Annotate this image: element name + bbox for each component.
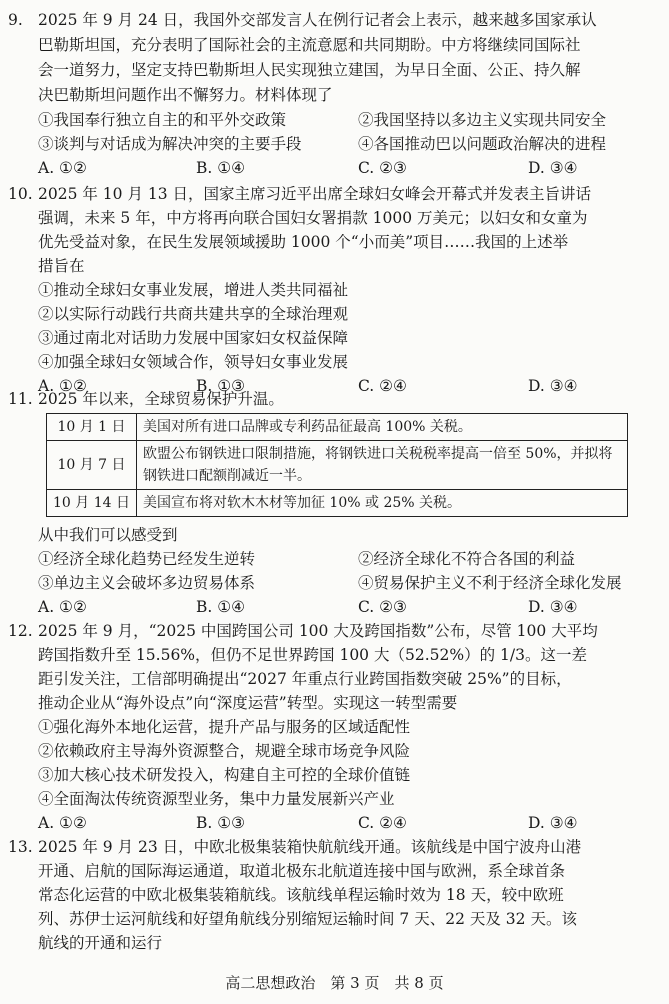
stem-line: 2025 年 9 月 24 日，我国外交部发言人在例行记者会上表示，越来越多国家承认: [38, 11, 597, 29]
stem-line: 会一道努力，坚定支持巴勒斯坦人民实现独立建国，为早日全面、公正、持久解: [38, 61, 581, 79]
stem-line: 常态化运营的中欧北极集装箱航线。该航线单程运输时效为 18 天，较中欧班: [38, 886, 564, 904]
question-number: 11.: [8, 390, 33, 408]
option-b[interactable]: B. ①④: [196, 598, 246, 616]
option-c[interactable]: C. ②③: [358, 598, 407, 616]
date-cell: 10 月 7 日: [47, 441, 137, 490]
stem-line: 2025 年 10 月 13 日，国家主席习近平出席全球妇女峰会开幕式并发表主旨讲话: [38, 185, 592, 203]
option-c[interactable]: C. ②④: [358, 814, 407, 832]
statement-4: ④各国推动巴以问题政治解决的进程: [358, 135, 607, 153]
date-cell: 10 月 14 日: [47, 490, 137, 517]
table-row: [47, 441, 628, 490]
stem-line: 巴勒斯坦国，充分表明了国际社会的主流意愿和共同期盼。中方将继续同国际社: [38, 36, 581, 54]
statement-3: ③单边主义会破坏多边贸易体系: [38, 574, 256, 592]
stem-line: 推动企业从“海外设点”向“深度运营”转型。实现这一转型需要: [38, 694, 458, 712]
statement-3: ③通过南北对话助力发展中国家妇女权益保障: [38, 329, 349, 347]
statement-2: ②依赖政府主导海外资源整合，规避全球市场竞争风险: [38, 742, 411, 760]
stem-line: 跨国指数升至 15.56%，但仍不足世界跨国 100 大（52.52%）的 1/3。这一差: [38, 646, 587, 664]
option-b[interactable]: B. ①④: [196, 159, 246, 177]
statement-row: [38, 549, 658, 569]
statement-row: [38, 134, 658, 154]
answer-options: [38, 597, 658, 617]
option-c[interactable]: C. ②③: [358, 159, 407, 177]
question-number: 10.: [8, 185, 33, 203]
stem-line: 2025 年 9 月，“2025 中国跨国公司 100 大及跨国指数”公布，尽管 100 大平均: [38, 622, 598, 640]
answer-options: [38, 813, 658, 833]
statement-4: ④全面淘汰传统资源型业务，集中力量发展新兴产业: [38, 790, 395, 808]
statement-2: ②我国坚持以多边主义实现共同安全: [358, 111, 607, 129]
date-cell: 10 月 1 日: [47, 414, 137, 441]
statement-4: ④加强全球妇女领域合作，领导妇女事业发展: [38, 353, 349, 371]
statement-1: ①推动全球妇女事业发展，增进人类共同福祉: [38, 281, 349, 299]
option-a[interactable]: A. ①②: [38, 377, 87, 395]
stem-line: 2025 年以来，全球贸易保护升温。: [38, 390, 284, 408]
statement-2: ②经济全球化不符合各国的利益: [358, 550, 576, 568]
stem-line: 列、苏伊士运河航线和好望角航线分别缩短运输时间 7 天、22 天及 32 天。该: [38, 910, 577, 928]
statement-4: ④贸易保护主义不利于经济全球化发展: [358, 574, 622, 592]
stem-line: 距引发关注，工信部明确提出“2027 年重点行业跨国指数突破 25%”的目标，: [38, 670, 572, 688]
question-number: 9.: [8, 11, 23, 29]
stem-line: 航线的开通和运行: [38, 934, 163, 952]
table-row: [47, 490, 628, 517]
option-d[interactable]: D. ③④: [528, 598, 578, 616]
option-d[interactable]: D. ③④: [528, 159, 578, 177]
measure-cell: 美国对所有进口品牌或专利药品征最高 100% 关税。: [136, 414, 627, 441]
option-b[interactable]: B. ①③: [196, 814, 246, 832]
option-d[interactable]: D. ③④: [528, 814, 578, 832]
table-row: [47, 414, 628, 441]
stem-line: 从中我们可以感受到: [38, 526, 178, 544]
question-number: 13.: [8, 838, 33, 856]
stem-line: 2025 年 9 月 23 日，中欧北极集装箱快航航线开通。该航线是中国宁波舟山港: [38, 838, 582, 856]
option-a[interactable]: A. ①②: [38, 814, 87, 832]
option-a[interactable]: A. ①②: [38, 159, 87, 177]
option-d[interactable]: D. ③④: [528, 377, 578, 395]
statement-1: ①经济全球化趋势已经发生逆转: [38, 550, 256, 568]
statement-3: ③加大核心技术研发投入，构建自主可控的全球价值链: [38, 766, 411, 784]
page-footer: 高二思想政治 第 3 页 共 8 页: [225, 974, 444, 992]
question-number: 12.: [8, 622, 33, 640]
measure-cell: 美国宣布将对软木木材等加征 10% 或 25% 关税。: [136, 490, 627, 517]
statement-row: [38, 573, 658, 593]
option-b[interactable]: B. ①③: [196, 377, 246, 395]
statement-row: [38, 110, 658, 130]
trade-measures-table: [46, 413, 628, 517]
measure-cell: 欧盟公布钢铁进口限制措施，将钢铁进口关税税率提高一倍至 50%，并拟将钢铁进口配额削减近一半。: [136, 441, 627, 490]
stem-line: 措旨在: [38, 257, 85, 275]
stem-line: 强调，未来 5 年，中方将再向联合国妇女署捐款 1000 万美元；以妇女和女童为: [38, 209, 588, 227]
stem-line: 开通、启航的国际海运通道，取道北极东北航道连接中国与欧洲，系全球首条: [38, 862, 566, 880]
option-a[interactable]: A. ①②: [38, 598, 87, 616]
statement-3: ③谈判与对话成为解决冲突的主要手段: [38, 135, 302, 153]
statement-1: ①强化海外本地化运营，提升产品与服务的区域适配性: [38, 718, 411, 736]
answer-options: [38, 158, 658, 178]
option-c[interactable]: C. ②④: [358, 377, 407, 395]
stem-line: 优先受益对象，在民生发展领域援助 1000 个“小而美”项目……我国的上述举: [38, 233, 569, 251]
statement-2: ②以实际行动践行共商共建共享的全球治理观: [38, 305, 349, 323]
stem-line: 决巴勒斯坦问题作出不懈努力。材料体现了: [38, 86, 333, 104]
statement-1: ①我国奉行独立自主的和平外交政策: [38, 111, 287, 129]
